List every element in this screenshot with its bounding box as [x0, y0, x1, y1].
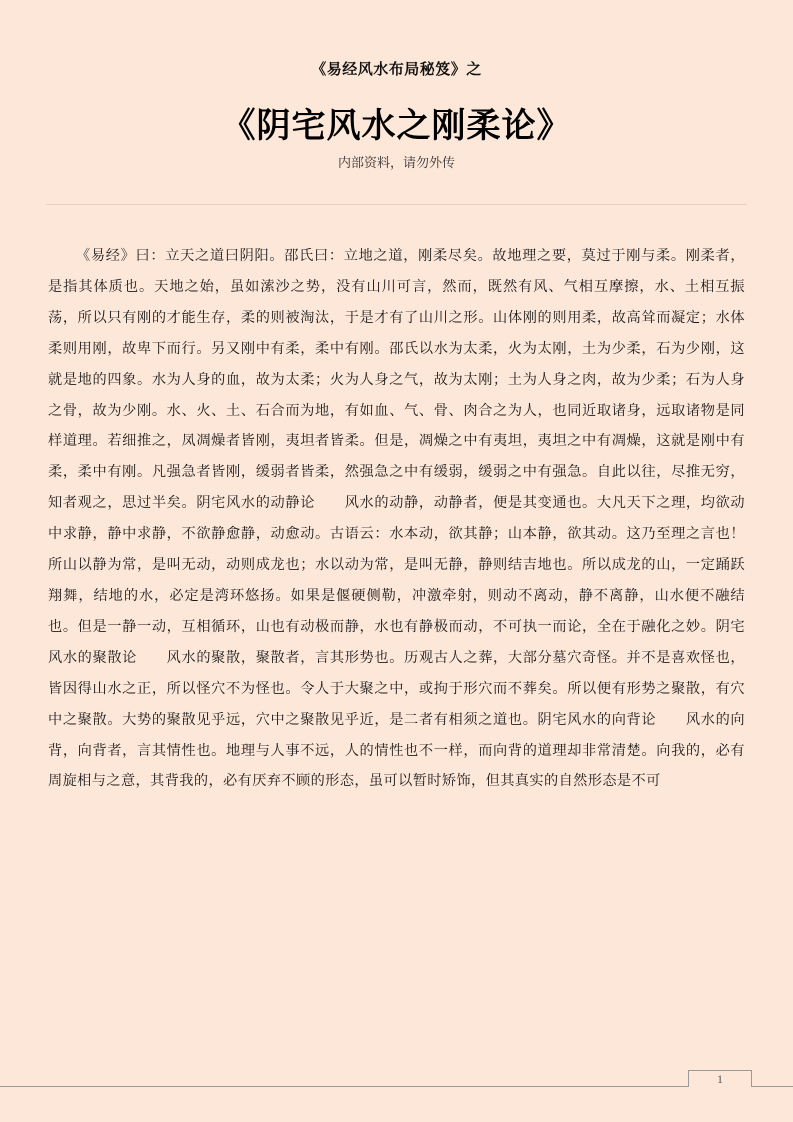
header-divider: [46, 204, 747, 205]
footer-line: [0, 1086, 793, 1087]
document-title: 《阴宅风水之刚柔论》: [221, 106, 572, 146]
confidential-notice: 内部资料，请勿外传: [337, 156, 455, 171]
body-paragraph: 《易经》曰：立天之道曰阴阳。邵氏曰：立地之道，刚柔尽矣。故地理之要，莫过于刚与柔。刚柔者，是指其体质也。天地之始，虽如溹沙之势，没有山川可言，然而，既然有风、气相互摩擦，水、土相互振荡，所以只有刚的才能生存，柔的则被淘汰，于是才有了山川之形。山体刚的则用柔，故高耸而凝定；水体柔则用刚，故卑下而行。另又刚中有柔，柔中有刚。邵氏以水为太柔，火为太刚，土为少柔，石为少刚，这就是地的四象。水为人身的血，故为太柔；火为人身之气，故为太刚；土为人身之肉，故为少柔；石为人身之骨，故为少刚。水、火、土、石合而为地，有如血、气、骨、肉合之为人，也同近取诸身，远取诸物是同样道理。若细推之，凤凋燥者皆刚，夷坦者皆柔。但是，凋燥之中有夷坦，夷坦之中有凋燥，这就是刚中有柔，柔中有刚。凡强急者皆刚，缓弱者皆柔，然强急之中有缓弱，缓弱之中有强急。自此以往，尽推无穷，知者观之，思过半矣。阴宅风水的动静论 风水的动静，动静者，便是其变通也。大凡天下之理，均欲动中求静，静中求静，不欲静愈静，动愈动。古语云：水本动，欲其静；山本静，欲其动。这乃至理之言也！所山以静为常，是叫无动，动则成龙也；水以动为常，是叫无静，静则结吉地也。所以成龙的山，一定踊跃翔舞，结地的水，必定是湾环悠扬。如果是偃硬侧勒，冲激牵射，则动不离动，静不离静，山水便不融结也。但是一静一动，互相循环，山也有动极而静，水也有静极而动，不可执一而论，全在于融化之妙。阴宅风水的聚散论 风水的聚散，聚散者，言其形势也。历观古人之葬，大部分墓穴奇怪。并不是喜欢怪也，皆因得山水之正，所以怪穴不为怪也。令人于大聚之中，或拘于形穴而不葬矣。所以便有形势之聚散，有穴中之聚散。大势的聚散见乎远，穴中之聚散见乎近，是二者有相须之道也。阴宅风水的向背论 风水的向背，向背者，言其情性也。地理与人事不远，人的情性也不一样，而向背的道理却非常清楚。向我的，必有周旋相与之意，其背我的，必有厌弃不顾的形态，虽可以暂时矫饰，但其真实的自然形态是不可: [48, 248, 745, 790]
series-title: 《易经风水布局秘笈》之: [311, 60, 482, 78]
page-number: 1: [688, 1070, 752, 1087]
